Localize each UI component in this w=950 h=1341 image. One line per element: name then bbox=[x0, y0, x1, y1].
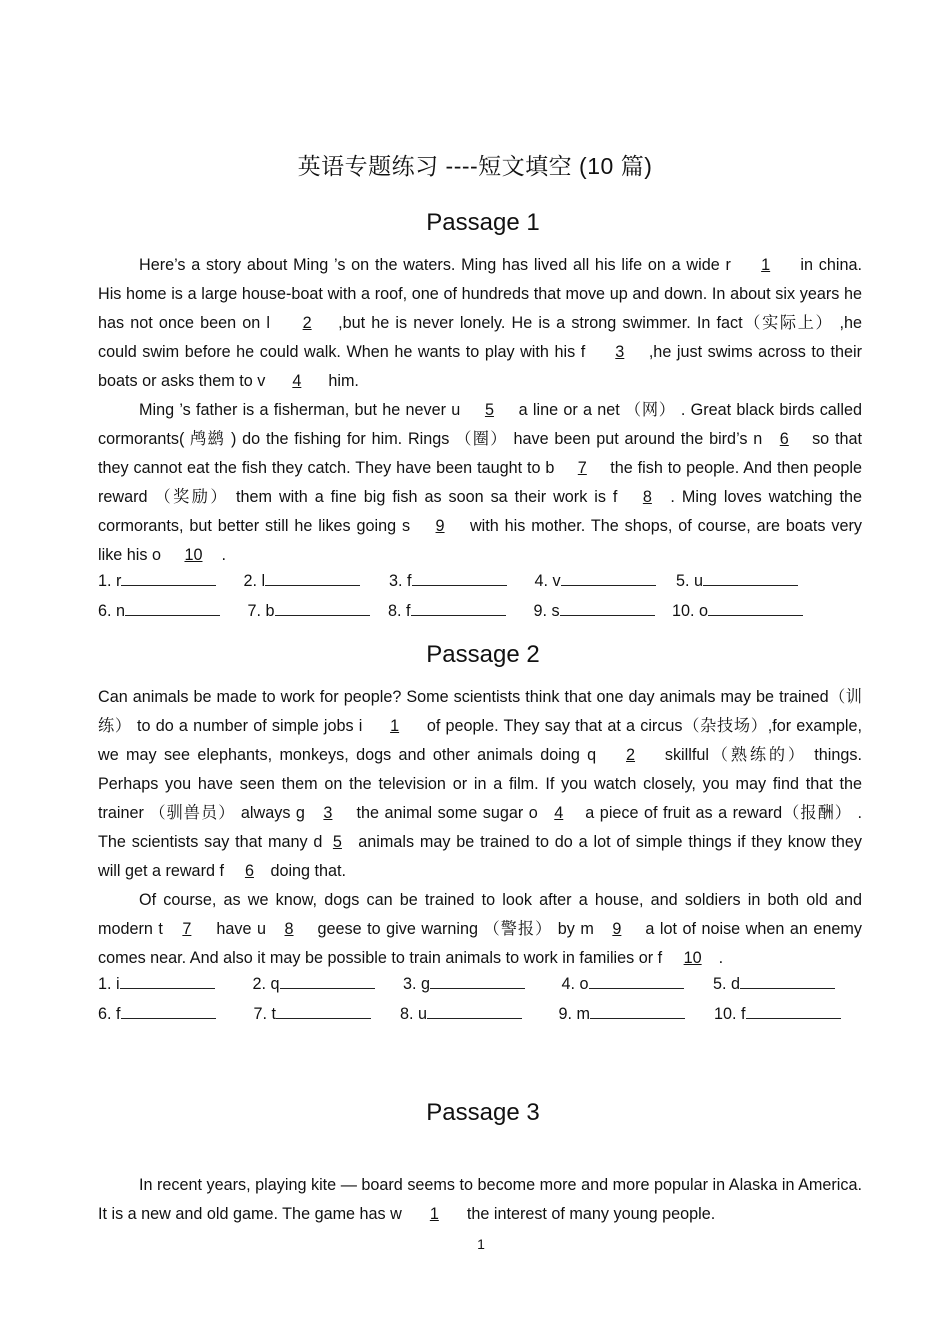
answer-slot-6[interactable]: 6. f bbox=[98, 999, 249, 1029]
answer-slot-1[interactable]: 1. i bbox=[98, 969, 248, 999]
answer-slot-5[interactable]: 5. d bbox=[713, 969, 835, 999]
blank-1: 1 bbox=[390, 717, 400, 735]
passage-2-answer-sheet bbox=[98, 969, 878, 1029]
blank-6: 6 bbox=[244, 862, 254, 880]
answer-slot-7[interactable]: 7. b bbox=[248, 596, 384, 626]
document-title: 英语专题练习 ----短文填空 (10 篇) bbox=[297, 153, 653, 179]
blank-3: 3 bbox=[323, 804, 333, 822]
blank-5: 5 bbox=[484, 401, 494, 419]
answer-slot-9[interactable]: 9. m bbox=[559, 999, 710, 1029]
passage-1-heading: Passage 1 bbox=[426, 209, 540, 236]
passage-3-text bbox=[98, 1171, 862, 1229]
answer-slot-5[interactable]: 5. u bbox=[676, 566, 798, 596]
blank-1: 1 bbox=[761, 256, 771, 274]
blank-9: 9 bbox=[612, 920, 622, 938]
passage-2-heading: Passage 2 bbox=[426, 641, 540, 668]
passage-2-text bbox=[98, 683, 862, 973]
answer-slot-2[interactable]: 2. q bbox=[253, 969, 399, 999]
answer-slot-4[interactable]: 4. o bbox=[562, 969, 709, 999]
answer-slot-9[interactable]: 9. s bbox=[534, 596, 668, 626]
blank-10: 10 bbox=[184, 546, 203, 564]
answer-slot-4[interactable]: 4. v bbox=[535, 566, 672, 596]
blank-7: 7 bbox=[182, 920, 192, 938]
blank-8: 8 bbox=[642, 488, 652, 506]
blank-8: 8 bbox=[284, 920, 294, 938]
answer-slot-2[interactable]: 2. l bbox=[244, 566, 385, 596]
passage-1-paragraph-1: Here’s a story about Ming ’s on the waters. Ming has lived all his life on a wide r 1 in china. His home is a large house-boat with a roof, one of hundreds that move up and down. In about six years he has not once been on l 2 ,but he is never lonely. He is a strong swimmer. In fact（实际上） ,he could swim before he could walk. When he wants to play with his f 3 ,he just swims across to their boats or asks them to v 4 him. bbox=[98, 251, 862, 396]
blank-2: 2 bbox=[302, 314, 312, 332]
passage-1-paragraph-2: Ming ’s father is a fisherman, but he never u 5 a line or a net （网） . Great black birds called cormorants( 鸬鹚 ) do the fishing for him. Rings （圈） have been put around the bird’s n 6 so that they cannot eat the fish they catch. They have been taught to b 7 the fish to people. And then people reward （奖励） them with a fine big fish as soon sa their work is f 8 . Ming loves watching the cormorants, but better still he likes going s 9 with his mother. The shops, of course, are boats very like his o 10 . bbox=[98, 396, 862, 570]
passage-1-answer-sheet bbox=[98, 566, 878, 626]
answer-slot-1[interactable]: 1. r bbox=[98, 566, 239, 596]
blank-4: 4 bbox=[292, 372, 302, 390]
blank-2: 2 bbox=[626, 746, 636, 764]
passage-2-paragraph-2: Of course, as we know, dogs can be trained to look after a house, and soldiers in both old and modern t 7 have u 8 geese to give warning （警报） by m 9 a lot of noise when an enemy comes near. And also it may be possible to train animals to work in families or f 10 . bbox=[98, 886, 862, 973]
answer-slot-7[interactable]: 7. t bbox=[254, 999, 396, 1029]
blank-3: 3 bbox=[615, 343, 625, 361]
answer-slot-10[interactable]: 10. o bbox=[672, 596, 803, 626]
answer-slot-6[interactable]: 6. n bbox=[98, 596, 243, 626]
blank-9: 9 bbox=[435, 517, 445, 535]
blank-10: 10 bbox=[683, 949, 702, 967]
blank-5: 5 bbox=[332, 833, 342, 851]
page-number: 1 bbox=[477, 1236, 485, 1252]
answer-slot-8[interactable]: 8. f bbox=[388, 596, 529, 626]
answer-slot-3[interactable]: 3. g bbox=[403, 969, 557, 999]
passage-1-text bbox=[98, 251, 862, 570]
blank-6: 6 bbox=[779, 430, 789, 448]
passage-3-paragraph-1: In recent years, playing kite — board seems to become more and more popular in Alaska in America. It is a new and old game. The game has w 1 the interest of many young people. bbox=[98, 1171, 862, 1229]
passage-2-paragraph-1: Can animals be made to work for people? Some scientists think that one day animals may be trained（训练） to do a number of simple jobs i 1 of people. They say that at a circus（杂技场）,for example, we may see elephants, monkeys, dogs and other animals doing q 2 skillful（熟练的） things. Perhaps you have seen them on the television or in a film. If you watch closely, you may find that the trainer （驯兽员） always g 3 the animal some sugar o 4 a piece of fruit as a reward（报酬） . The scientists say that many d 5 animals may be trained to do a lot of simple things if they know they will get a reward f 6 doing that. bbox=[98, 683, 862, 886]
answer-slot-10[interactable]: 10. f bbox=[714, 999, 841, 1029]
answer-slot-3[interactable]: 3. f bbox=[389, 566, 530, 596]
blank-1: 1 bbox=[429, 1205, 439, 1223]
blank-4: 4 bbox=[554, 804, 564, 822]
answer-slot-8[interactable]: 8. u bbox=[400, 999, 554, 1029]
blank-7: 7 bbox=[577, 459, 587, 477]
passage-3-heading: Passage 3 bbox=[426, 1099, 540, 1126]
